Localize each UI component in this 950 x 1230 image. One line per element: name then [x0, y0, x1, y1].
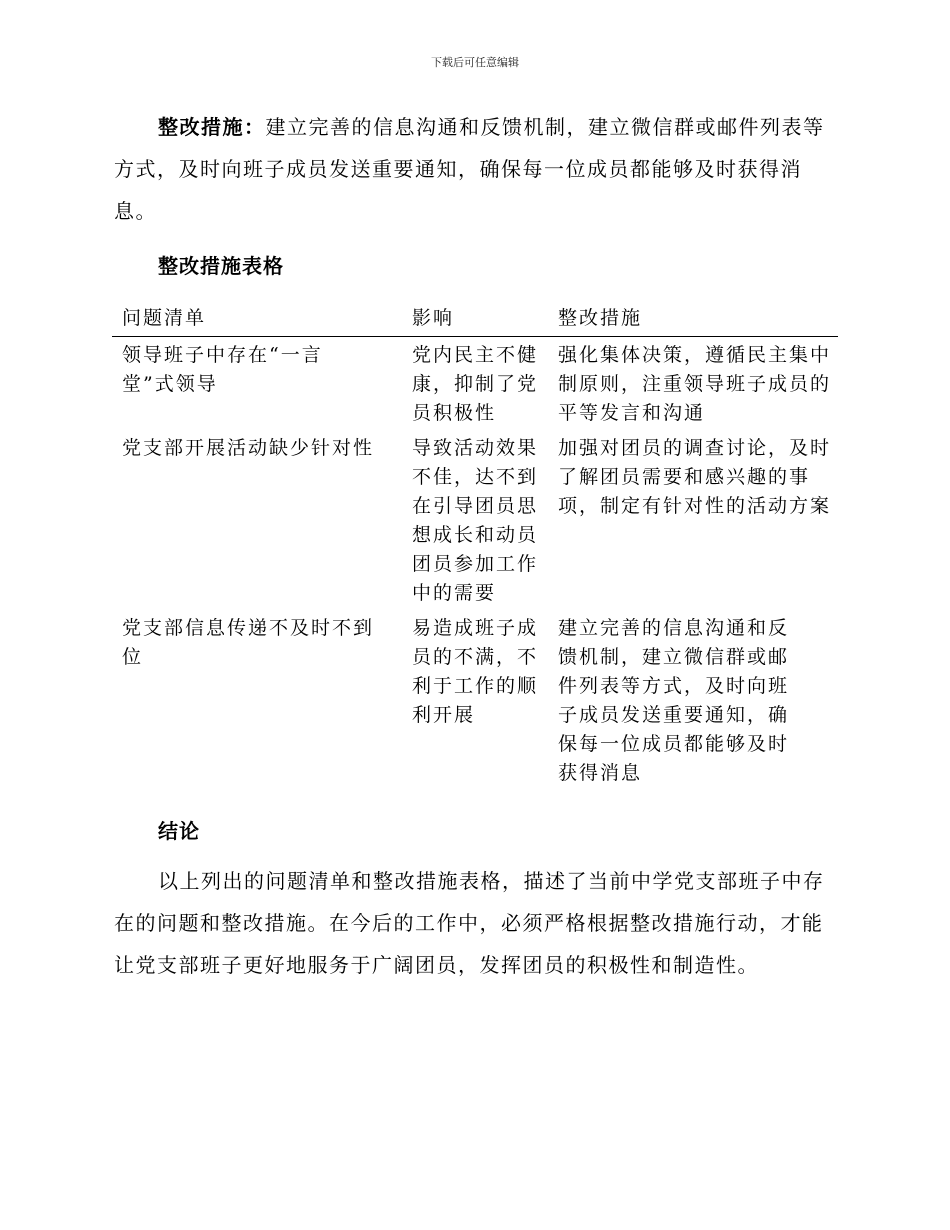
rectification-table: [112, 300, 838, 790]
header-problem-list: 问题清单: [112, 300, 402, 337]
header-measures: 整改措施: [548, 300, 838, 337]
table-row: [112, 610, 838, 790]
cell-impact: 导致活动效果不佳，达不到在引导团员思想成长和动员团员参加工作中的需要: [412, 437, 539, 604]
rectification-lead: 整改措施：: [158, 115, 266, 139]
cell-problem: 领导班子中存在“一言堂”式领导: [122, 344, 323, 395]
conclusion-heading: 结论: [158, 819, 200, 843]
cell-impact: 易造成班子成员的不满，不利于工作的顺利开展: [412, 617, 539, 726]
conclusion-paragraph: 以上列出的问题清单和整改措施表格，描述了当前中学党支部班子中存在的问题和整改措施。在今后的工作中，必须严格根据整改措施行动，才能让党支部班子更好地服务于广阔团员，发挥团员的积极性和制造性。: [114, 869, 825, 977]
rectification-text: 建立完善的信息沟通和反馈机制，建立微信群或邮件列表等方式，及时向班子成员发送重要通知，确保每一位成员都能够及时获得消息。: [114, 115, 825, 223]
rectification-paragraph: [114, 106, 838, 232]
cell-problem: 党支部信息传递不及时不到位: [122, 617, 375, 668]
table-row: [112, 337, 838, 431]
table-header-row: [112, 300, 838, 337]
cell-problem: 党支部开展活动缺少针对性: [122, 437, 375, 459]
table-row: [112, 430, 838, 610]
cell-impact: 党内民主不健康，抑制了党员积极性: [412, 344, 539, 424]
header-impact: 影响: [402, 300, 548, 337]
table-heading: 整改措施表格: [158, 254, 284, 278]
cell-measure: 强化集体决策，遵循民主集中制原则，注重领导班子成员的平等发言和沟通: [558, 344, 832, 424]
cell-measure: 加强对团员的调查讨论，及时了解团员需要和感兴趣的事项，制定有针对性的活动方案: [558, 437, 832, 517]
header-note: 下载后可任意编辑: [431, 56, 519, 69]
cell-measure: 建立完善的信息沟通和反馈机制，建立微信群或邮件列表等方式，及时向班子成员发送重要通知，确保每一位成员都能够及时获得消息: [558, 617, 790, 784]
